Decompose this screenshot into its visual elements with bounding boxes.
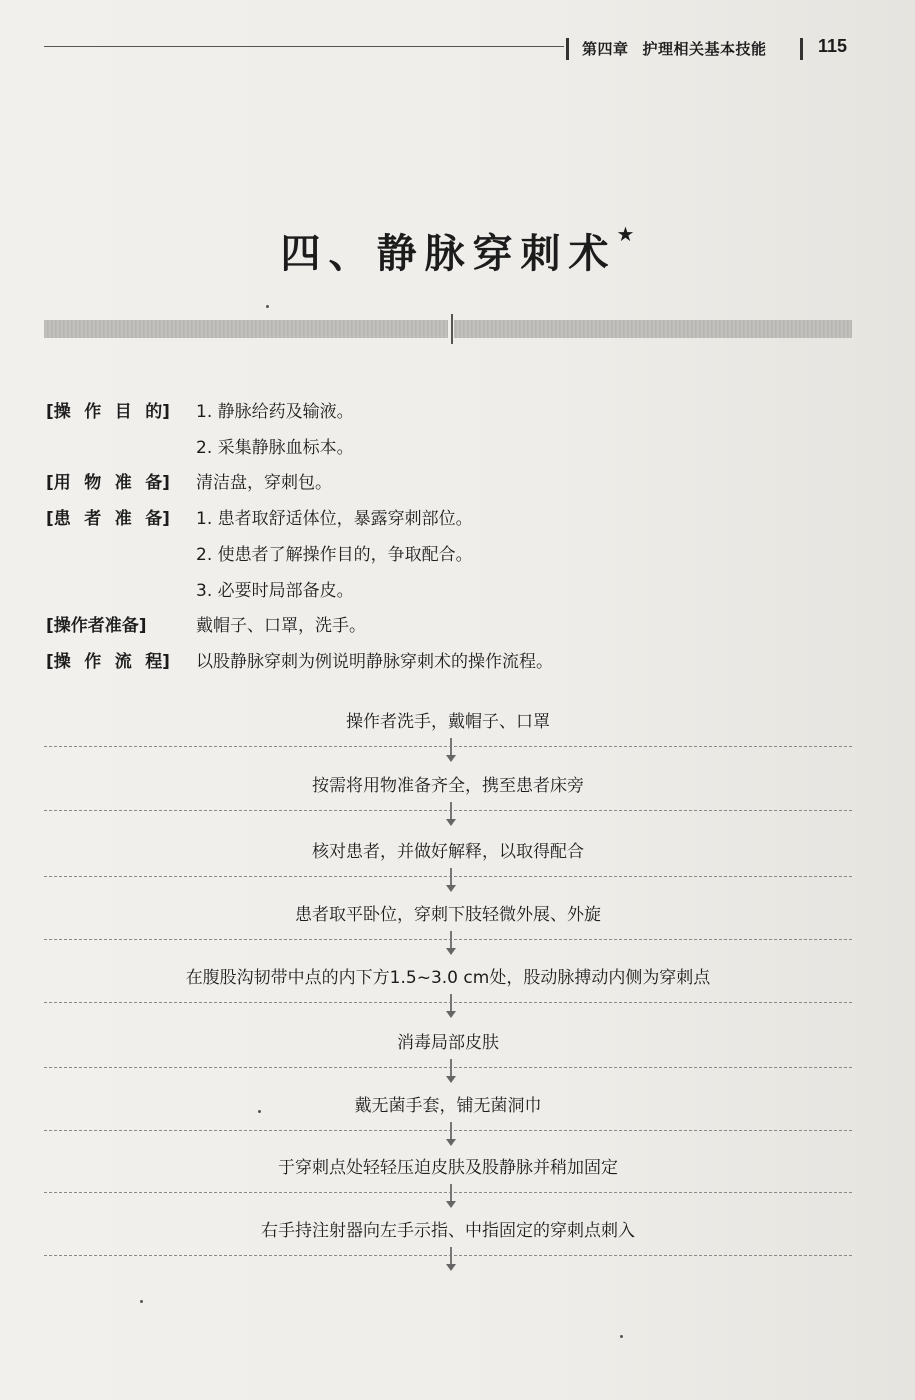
flow-divider bbox=[44, 1067, 852, 1068]
section-label-char: 作 bbox=[84, 652, 102, 672]
section-label-char: 备] bbox=[145, 509, 170, 529]
down-arrow-icon bbox=[450, 802, 452, 820]
section-line: 以股静脉穿刺为例说明静脉穿刺术的操作流程。 bbox=[196, 652, 553, 672]
section-label-chars bbox=[44, 614, 172, 638]
flow-step: 于穿刺点处轻轻压迫皮肤及股静脉并稍加固定 bbox=[278, 1158, 618, 1178]
header-divider-mark bbox=[800, 38, 803, 60]
flow-step: 右手持注射器向左手示指、中指固定的穿刺点刺入 bbox=[261, 1221, 635, 1241]
paper-speck bbox=[620, 1335, 623, 1338]
down-arrow-icon bbox=[450, 868, 452, 886]
down-arrow-icon bbox=[450, 1122, 452, 1140]
section-label-chars bbox=[44, 400, 172, 424]
flow-divider bbox=[44, 1255, 852, 1256]
title-band-tick bbox=[451, 314, 453, 344]
section-line: 1. 静脉给药及输液。 bbox=[196, 402, 354, 422]
down-arrow-icon bbox=[450, 931, 452, 949]
section-label bbox=[44, 471, 172, 495]
flow-divider bbox=[44, 939, 852, 940]
section-label-char: [操 bbox=[46, 652, 71, 672]
paper-speck bbox=[266, 305, 269, 308]
section-title bbox=[0, 222, 915, 279]
down-arrow-icon bbox=[450, 994, 452, 1012]
flow-divider bbox=[44, 746, 852, 747]
star-icon: ★ bbox=[616, 222, 635, 246]
paper-speck bbox=[258, 1110, 261, 1113]
flow-step: 操作者洗手，戴帽子、口罩 bbox=[346, 712, 550, 732]
flow-divider bbox=[44, 1002, 852, 1003]
flow-divider bbox=[44, 876, 852, 877]
flow-step: 患者取平卧位，穿刺下肢轻微外展、外旋 bbox=[295, 905, 601, 925]
down-arrow-icon bbox=[450, 1247, 452, 1265]
section-label-char: 者 bbox=[84, 509, 102, 529]
section-label-char: [用 bbox=[46, 473, 71, 493]
section-title-text: 四、静脉穿刺术 bbox=[280, 231, 617, 277]
flow-divider bbox=[44, 810, 852, 811]
flow-divider bbox=[44, 1192, 852, 1193]
page-number: 115 bbox=[818, 36, 848, 56]
section-label-char: 备] bbox=[145, 473, 170, 493]
section-label bbox=[44, 507, 172, 531]
flow-step: 戴无菌手套，铺无菌洞巾 bbox=[354, 1096, 542, 1116]
section-label-char: 准 bbox=[114, 509, 132, 529]
chapter-number: 第四章 bbox=[582, 40, 629, 58]
section-line: 2. 使患者了解操作目的，争取配合。 bbox=[196, 545, 473, 565]
flow-step: 按需将用物准备齐全，携至患者床旁 bbox=[312, 776, 584, 796]
chapter-title: 护理相关基本技能 bbox=[642, 40, 767, 58]
section-label-char: 流 bbox=[114, 652, 132, 672]
section-line: 戴帽子、口罩，洗手。 bbox=[196, 616, 366, 636]
section-label-char: 准 bbox=[114, 473, 132, 493]
section-label-chars bbox=[44, 471, 172, 495]
running-header bbox=[582, 38, 781, 59]
section-line: 清洁盘，穿刺包。 bbox=[196, 473, 332, 493]
section-label-char: 程] bbox=[145, 652, 170, 672]
paper-speck bbox=[140, 1300, 143, 1303]
section-label-char: [患 bbox=[46, 509, 71, 529]
section-label bbox=[44, 614, 172, 638]
section-label-char: [操作者准备] bbox=[46, 616, 147, 636]
section-label-chars bbox=[44, 650, 172, 674]
section-label-chars bbox=[44, 507, 172, 531]
section-label bbox=[44, 650, 172, 674]
section-line: 3. 必要时局部备皮。 bbox=[196, 581, 354, 601]
down-arrow-icon bbox=[450, 738, 452, 756]
section-label-char: 物 bbox=[84, 473, 102, 493]
down-arrow-icon bbox=[450, 1059, 452, 1077]
section-label-char: 的] bbox=[145, 402, 170, 422]
flow-step: 消毒局部皮肤 bbox=[397, 1033, 499, 1053]
flow-divider bbox=[44, 1130, 852, 1131]
section-label bbox=[44, 400, 172, 424]
section-line: 2. 采集静脉血标本。 bbox=[196, 438, 354, 458]
flow-step: 核对患者，并做好解释，以取得配合 bbox=[312, 842, 584, 862]
header-divider-mark bbox=[566, 38, 569, 60]
down-arrow-icon bbox=[450, 1184, 452, 1202]
header-rule bbox=[44, 46, 564, 47]
section-label-char: 目 bbox=[114, 402, 132, 422]
section-line: 1. 患者取舒适体位，暴露穿刺部位。 bbox=[196, 509, 473, 529]
section-label-char: 作 bbox=[84, 402, 102, 422]
flow-step: 在腹股沟韧带中点的内下方1.5~3.0 cm处，股动脉搏动内侧为穿刺点 bbox=[185, 968, 711, 988]
section-label-char: [操 bbox=[46, 402, 71, 422]
